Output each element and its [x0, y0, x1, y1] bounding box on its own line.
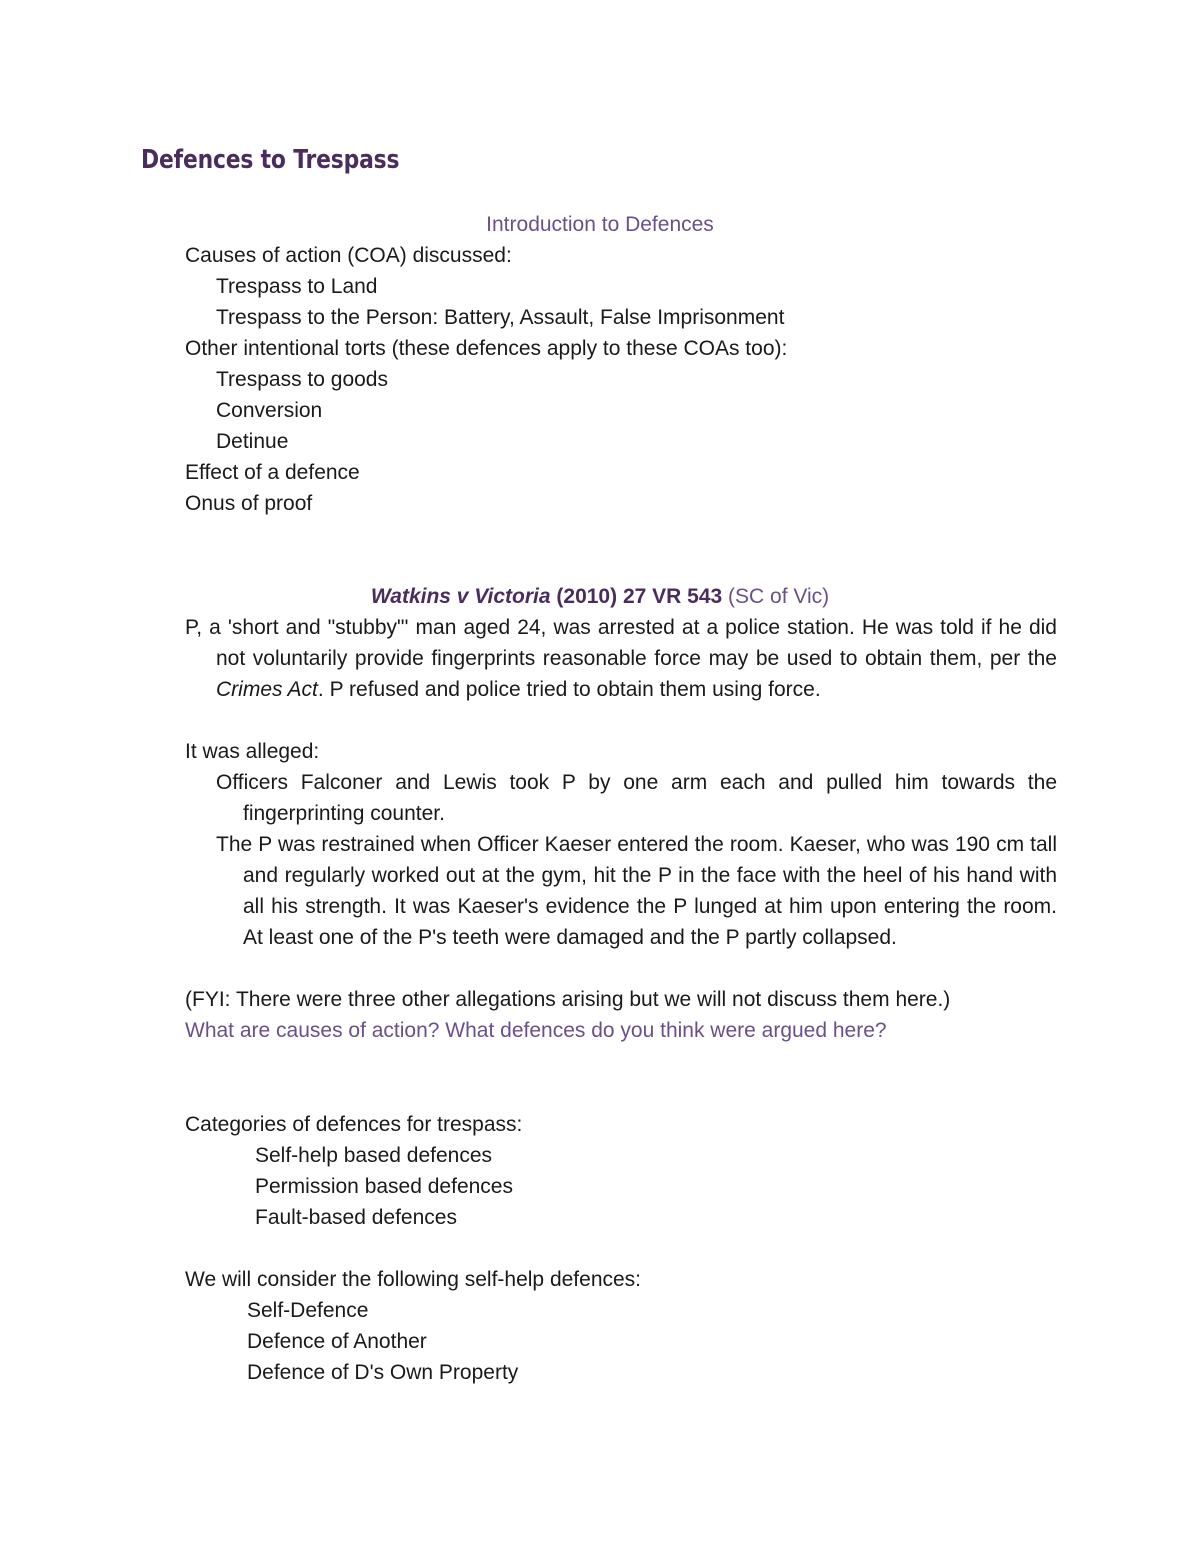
allegation-2: The P was restrained when Officer Kaeser entered the room. Kaeser, who was 190 cm tall and regularly worked out at the gym, hit the P in the face with the heel of his hand with all his strength. It was Kaeser's evidence the P lunged at him upon entering the room. At least one of the P's teeth were damaged and the P partly collapsed. — [216, 833, 1057, 949]
facts-part2: . P refused and police tried to obtain them using force. — [317, 678, 821, 701]
case-heading — [0, 581, 1200, 612]
selfhelp-item-another: Defence of Another — [247, 1330, 427, 1353]
page-title: Defences to Trespass — [141, 145, 400, 175]
category-item-permission: Permission based defences — [255, 1175, 513, 1198]
selfhelp-heading: We will consider the following self-help defences: — [185, 1268, 642, 1291]
alleged-heading: It was alleged: — [185, 740, 320, 763]
coa-discussed: Causes of action (COA) discussed: — [185, 244, 512, 267]
case-facts — [185, 612, 1057, 705]
coa-item-person: Trespass to the Person: Battery, Assault, False Imprisonment — [216, 306, 785, 329]
coa-item-land: Trespass to Land — [216, 275, 378, 298]
allegation-1: Officers Falconer and Lewis took P by one arm each and pulled him towards the fingerprinting counter. — [216, 771, 1057, 825]
case-court: (SC of Vic) — [728, 585, 830, 608]
selfhelp-item-self-defence: Self-Defence — [247, 1299, 369, 1322]
fyi-note: (FYI: There were three other allegations arising but we will not discuss them here.) — [185, 988, 951, 1011]
facts-part1: P, a 'short and "stubby"' man aged 24, was arrested at a police station. He was told if he did not voluntarily provide fingerprints reasonable force may be used to obtain them, per the — [185, 616, 1057, 670]
effect-of-defence: Effect of a defence — [185, 461, 360, 484]
other-item-conversion: Conversion — [216, 399, 323, 422]
case-citation: (2010) 27 VR 543 — [556, 585, 723, 608]
selfhelp-item-property: Defence of D's Own Property — [247, 1361, 519, 1384]
facts-act: Crimes Act — [216, 678, 318, 701]
case-name: Watkins v Victoria — [370, 585, 551, 608]
other-torts: Other intentional torts (these defences apply to these COAs too): — [185, 337, 788, 360]
other-item-detinue: Detinue — [216, 430, 289, 453]
other-item-goods: Trespass to goods — [216, 368, 388, 391]
categories-heading: Categories of defences for trespass: — [185, 1113, 523, 1136]
intro-heading: Introduction to Defences — [486, 213, 714, 236]
category-item-selfhelp: Self-help based defences — [255, 1144, 492, 1167]
case-question: What are causes of action? What defences do you think were argued here? — [185, 1019, 887, 1042]
category-item-fault: Fault-based defences — [255, 1206, 457, 1229]
onus-of-proof: Onus of proof — [185, 492, 313, 515]
